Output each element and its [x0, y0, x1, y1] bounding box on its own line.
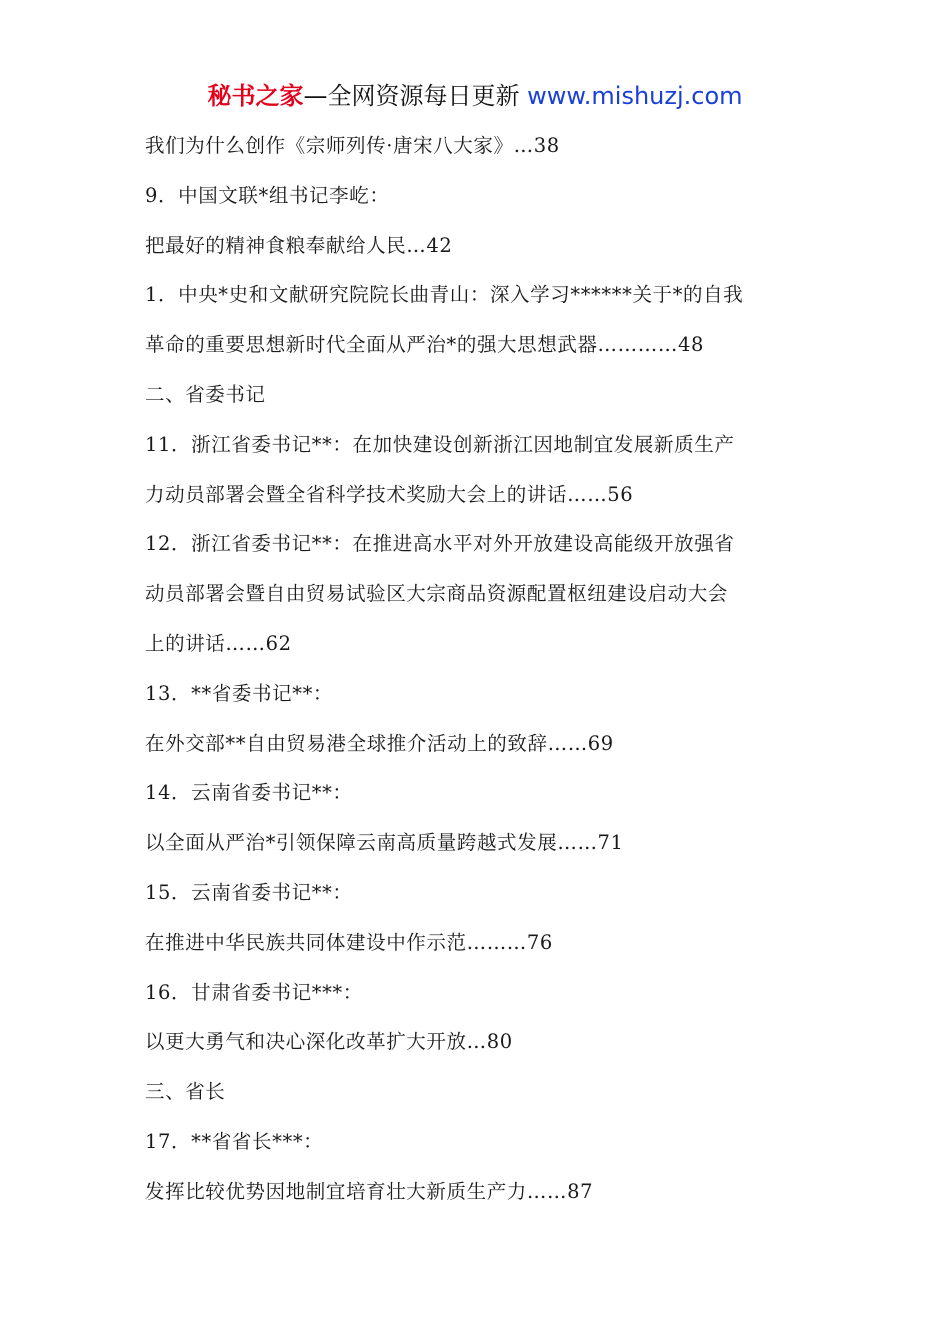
site-url[interactable]: www.mishuzj.com [527, 82, 743, 110]
toc-line: 16．甘肃省委书记***： [145, 980, 363, 1004]
toc-line: 革命的重要思想新时代全面从严治*的强大思想武器…………48 [145, 333, 704, 357]
toc-line: 12．浙江省委书记**：在推进高水平对外开放建设高能级开放强省 [145, 532, 735, 556]
toc-line: 发挥比较优势因地制宜培育壮大新质生产力……87 [145, 1179, 594, 1203]
toc-line: 17．**省省长***： [145, 1129, 324, 1153]
toc-line: 动员部署会暨自由贸易试验区大宗商品资源配置枢纽建设启动大会 [145, 582, 728, 606]
toc-line: 把最好的精神食粮奉献给人民…42 [145, 233, 453, 257]
brand-name: 秘书之家 [207, 82, 304, 110]
header-tagline: —全网资源每日更新 [303, 82, 528, 110]
toc-line: 9．中国文联*组书记李屹： [145, 183, 390, 207]
toc-line: 在推进中华民族共同体建设中作示范………76 [145, 930, 553, 954]
toc-line: 1．中央*史和文献研究院院长曲青山：深入学习******关于*的自我 [145, 283, 744, 307]
page-header [0, 80, 950, 112]
toc-line: 以全面从严治*引领保障云南高质量跨越式发展……71 [145, 831, 624, 855]
toc-line: 上的讲话……62 [145, 631, 292, 655]
table-of-contents [145, 121, 815, 1217]
toc-line: 13．**省委书记**： [145, 681, 334, 705]
section-heading: 三、省长 [145, 1080, 226, 1104]
toc-line: 14．云南省委书记**： [145, 781, 353, 805]
toc-line: 我们为什么创作《宗师列传·唐宋八大家》…38 [145, 134, 560, 157]
toc-line: 以更大勇气和决心深化改革扩大开放…80 [145, 1030, 513, 1054]
toc-line: 在外交部**自由贸易港全球推介活动上的致辞……69 [145, 731, 614, 755]
section-heading: 二、省委书记 [145, 382, 266, 406]
toc-line: 力动员部署会暨全省科学技术奖励大会上的讲话……56 [145, 482, 634, 506]
toc-line: 15．云南省委书记**： [145, 880, 353, 904]
toc-line: 11．浙江省委书记**：在加快建设创新浙江因地制宜发展新质生产 [145, 432, 735, 456]
